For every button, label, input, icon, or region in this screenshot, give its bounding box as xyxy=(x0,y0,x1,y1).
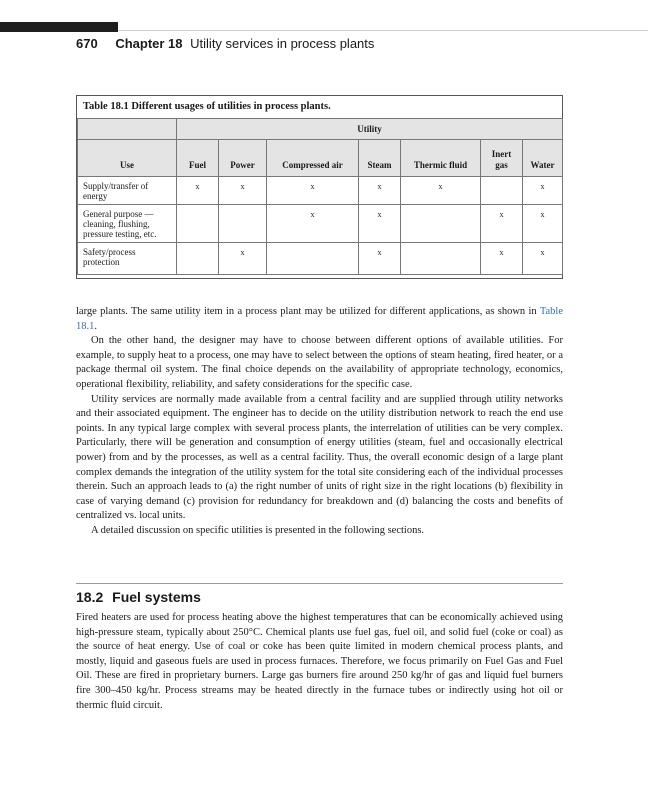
section-heading xyxy=(76,589,201,605)
table-cell: x xyxy=(481,204,523,242)
table-cell: x xyxy=(523,204,563,242)
paragraph: A detailed discussion on specific utilities is presented in the following sections. xyxy=(91,524,425,536)
column-header-inert-gas: Inert gas xyxy=(481,140,523,177)
table-group-header: Utility xyxy=(177,119,563,140)
column-header-use: Use xyxy=(78,140,177,177)
utility-table-box xyxy=(76,95,563,279)
paragraph-text: large plants. The same utility item in a process plant may be utilized for different applications, as shown in xyxy=(76,306,540,317)
table-cell: x xyxy=(177,177,219,205)
row-use-label: Safety/process protection xyxy=(78,242,177,274)
row-use-label: Supply/transfer of energy xyxy=(78,177,177,205)
page-number: 670 xyxy=(76,36,98,51)
column-header-thermic-fluid: Thermic fluid xyxy=(401,140,481,177)
body-text xyxy=(76,305,563,539)
column-header-compressed-air: Compressed air xyxy=(267,140,359,177)
table-row xyxy=(78,177,563,205)
section-title: Fuel systems xyxy=(112,589,201,605)
table-cell: x xyxy=(359,204,401,242)
chapter-label: Chapter 18 xyxy=(115,36,183,51)
paragraph: On the other hand, the designer may have to choose between different options of available utilities. For example, to supply heat to a process, one may have to select between the options of steam heating, fired heater, or a package thermal oil system. The final choice depends on the availability of appropriate technology, economics, operational flexibility, reliability, and safety considerations for the specific case. xyxy=(76,335,563,390)
table-cell: x xyxy=(359,242,401,274)
header-bar xyxy=(0,22,118,32)
table-cell xyxy=(401,242,481,274)
table-reference-link[interactable]: Table 18.1 xyxy=(76,306,563,332)
table-cell: x xyxy=(481,242,523,274)
table-cell: x xyxy=(219,242,267,274)
column-header-water: Water xyxy=(523,140,563,177)
paragraph: Fired heaters are used for process heating above the highest temperatures that can be economically achieved using high-pressure steam, typically about 250°C. Chemical plants use fuel gas, fuel oil, and solid fuel (coke or coal) as the source of heat energy. Use of coal or coke has been quite limited in modern chemical process plants, and mostly, liquid and gaseous fuels are used in process furnaces. Therefore, we focus primarily on Fuel Gas and Fuel Oil. These are fired in proprietary burners. Large gas burners fire around 250 kg/hr of gas and liquid fuel burners fire 300–450 kg/hr. Process streams may be heated directly in the furnace tubes or indirectly using hot oil or thermic fluid circuit. xyxy=(76,612,563,711)
table-header-blank xyxy=(78,119,177,140)
table-row xyxy=(78,204,563,242)
table-cell xyxy=(267,242,359,274)
row-use-label: General purpose — cleaning, flushing, pressure testing, etc. xyxy=(78,204,177,242)
paragraph-text: . xyxy=(94,320,97,332)
header-rule xyxy=(118,30,648,31)
paragraph: Utility services are normally made available from a central facility and are supplied through utility networks and their associated equipment. The engineer has to decide on the utility distribution network to reach the end use points. In any typical large complex with several process plants, the interrelation of utilities can be very complex. Particularly, there will be generation and consumption of energy utilities (steam, fuel and occasionally electrical power) from and by the processes, as well as a central facility. Thus, the overall economic design of a large plant complex demands the integration of the utility system for the total site considering each of the individual processes therein. Such an approach leads to (a) the right number of units of right size in the right locations (b) flexibility in case of varying demand (c) provision for redundancy for breakdown and (d) balancing the costs and benefits of centralized vs. local units. xyxy=(76,393,563,522)
table-cell: x xyxy=(523,177,563,205)
table-cell: x xyxy=(219,177,267,205)
table-cell: x xyxy=(267,204,359,242)
table-cell: x xyxy=(401,177,481,205)
section-rule xyxy=(76,583,563,584)
chapter-title: Utility services in process plants xyxy=(190,36,375,51)
table-cell xyxy=(177,204,219,242)
utility-usage-table xyxy=(77,118,563,275)
section-body-text xyxy=(76,611,563,713)
table-cell xyxy=(219,204,267,242)
column-header-fuel: Fuel xyxy=(177,140,219,177)
table-cell xyxy=(401,204,481,242)
table-cell: x xyxy=(359,177,401,205)
section-number: 18.2 xyxy=(76,589,104,605)
column-header-power: Power xyxy=(219,140,267,177)
table-cell xyxy=(481,177,523,205)
table-caption: Table 18.1 Different usages of utilities in process plants. xyxy=(83,101,331,112)
table-row xyxy=(78,242,563,274)
table-cell: x xyxy=(267,177,359,205)
running-head xyxy=(76,36,374,51)
table-cell: x xyxy=(523,242,563,274)
table-cell xyxy=(177,242,219,274)
column-header-steam: Steam xyxy=(359,140,401,177)
paragraph xyxy=(76,305,563,334)
